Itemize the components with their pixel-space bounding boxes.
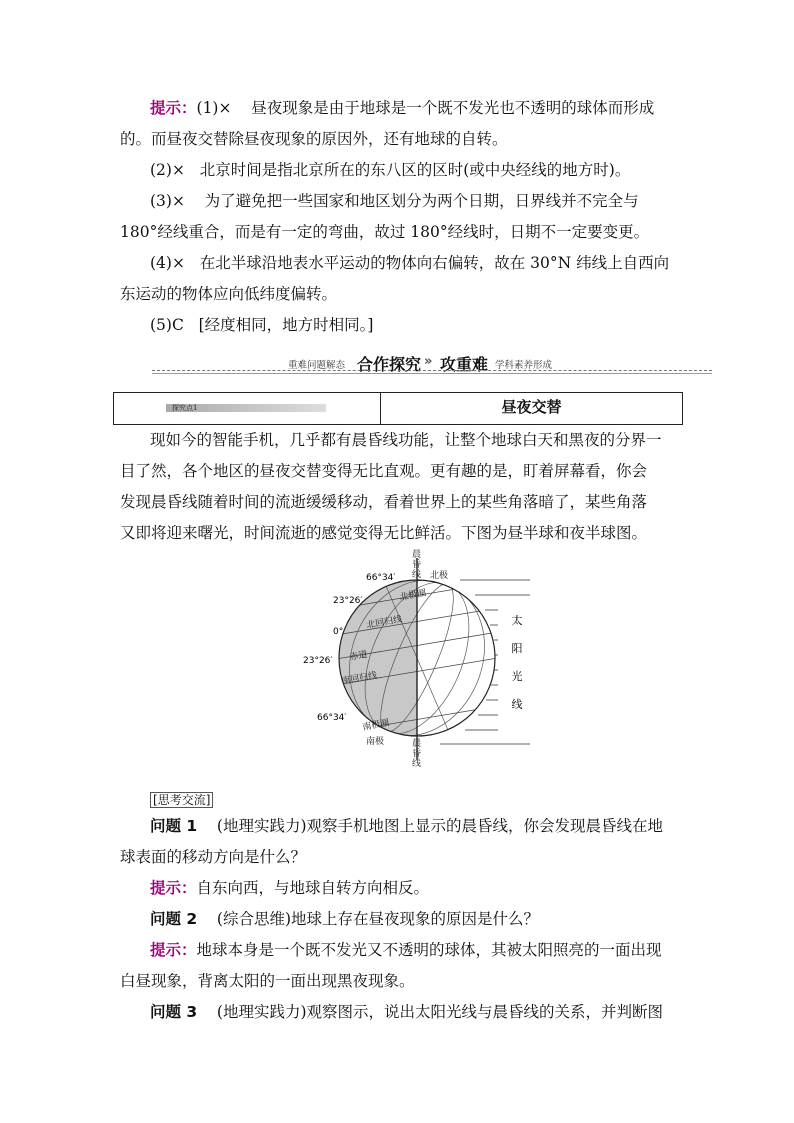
answer-2-label: 提示：	[150, 941, 197, 959]
banner-arrow-icon: »	[424, 354, 433, 369]
explore-tag-cell	[114, 393, 381, 424]
section-banner	[152, 352, 712, 372]
day-night-diagram	[300, 548, 550, 780]
sunlight-char-2: 阳	[511, 642, 523, 655]
explore-tag: 探究点1	[166, 404, 326, 412]
question-3-label: 问题 3	[150, 1003, 198, 1021]
label-lat-6634s: 66°34′	[317, 713, 347, 723]
question-1-text: (地理实践力)观察手机地图上显示的晨昏线，你会发现晨昏线在地	[216, 817, 664, 835]
label-tropic-n: 北回归线	[365, 614, 403, 631]
hint-label: 提示：	[150, 99, 197, 117]
label-arctic: 北极圈	[398, 588, 428, 603]
label-antarctic: 南极圈	[361, 718, 391, 733]
question-1-line-b: 球表面的移动方向是什么？	[120, 848, 307, 866]
hint-2-number: (2)×	[150, 161, 185, 179]
intro-line-4: 又即将迎来曙光，时间流逝的感觉变得无比鲜活。下图为昼半球和夜半球图。	[120, 524, 648, 542]
banner-rule-2	[152, 373, 712, 374]
banner-title-2: 攻重难	[440, 355, 489, 374]
hint-1-line-a	[150, 98, 654, 118]
hint-2-line	[150, 160, 630, 180]
intro-line-1: 现如今的智能手机，几乎都有晨昏线功能，让整个地球白天和黑夜的分界一	[150, 431, 662, 449]
sunlight-char-3: 光	[511, 670, 523, 683]
question-1-line-a	[150, 816, 663, 836]
answer-1-line	[150, 878, 429, 898]
hint-1-line-b: 的。而昼夜交替除昼夜现象的原因外，还有地球的自转。	[120, 130, 508, 148]
hint-5-number: (5)C	[150, 316, 184, 334]
label-terminator-bottom: 晨昏线	[412, 739, 422, 769]
question-2-line	[150, 909, 539, 929]
label-lat-2326s: 23°26′	[303, 656, 333, 666]
label-terminator-top: 晨昏线	[412, 550, 422, 580]
think-box-label: 思考交流	[157, 793, 206, 807]
hint-1-text: 昼夜现象是由于地球是一个既不发光也不透明的球体而形成	[251, 99, 655, 117]
label-equator: 赤道	[348, 649, 369, 663]
label-north-pole: 北极	[430, 571, 449, 581]
hint-1-number: (1)×	[196, 99, 232, 117]
answer-2-text: 地球本身是一个既不发光又不透明的球体，其被太阳照亮的一面出现	[196, 941, 662, 959]
banner-rule	[152, 370, 712, 371]
hint-4-number: (4)×	[150, 254, 185, 272]
question-2-text: (综合思维)地球上存在昼夜现象的原因是什么？	[216, 910, 540, 928]
explore-point-table	[113, 392, 683, 425]
hint-3-line-a	[150, 191, 639, 211]
intro-line-3: 发现晨昏线随着时间的流逝缓缓移动，看着世界上的某些角落暗了，某些角落	[120, 493, 648, 511]
answer-1-label: 提示：	[150, 879, 197, 897]
answer-2-line-a	[150, 940, 662, 960]
sunlight-char-1: 太	[511, 614, 523, 627]
hint-4-line-b: 东运动的物体应向低纬度偏转。	[120, 285, 338, 303]
hint-5-text: [经度相同，地方时相同。]	[198, 316, 374, 334]
label-lat-6634n: 66°34′	[366, 573, 396, 583]
banner-right-text: 学科素养形成	[495, 360, 553, 371]
banner-title: 合作探究	[357, 355, 422, 374]
label-tropic-s: 南回归线	[340, 670, 378, 687]
sunlight-char-4: 线	[511, 698, 523, 711]
hint-3-line-b: 180°经线重合，而是有一定的弯曲，故过 180°经线时，日期不一定要变更。	[120, 223, 650, 241]
hint-4-text: 在北半球沿地表水平运动的物体向右偏转，故在 30°N 纬线上自西向	[199, 254, 670, 272]
hint-3-text: 为了避免把一些国家和地区划分为两个日期，日界线并不完全与	[204, 192, 639, 210]
think-discuss-box: [思考交流]	[150, 792, 213, 808]
label-lat-2326n: 23°26′	[333, 596, 363, 606]
banner-left-text: 重难问题解态	[288, 360, 346, 371]
label-south-pole: 南极	[366, 737, 385, 747]
explore-title: 昼夜交替	[501, 398, 562, 416]
answer-1-text: 自东向西，与地球自转方向相反。	[196, 879, 430, 897]
question-3-text: (地理实践力)观察图示，说出太阳光线与晨昏线的关系，并判断图	[216, 1003, 664, 1021]
answer-2-line-b: 白昼现象，背离太阳的一面出现黑夜现象。	[120, 972, 415, 990]
question-2-label: 问题 2	[150, 910, 198, 928]
hint-4-line-a	[150, 253, 669, 273]
question-1-label: 问题 1	[150, 817, 198, 835]
question-3-line	[150, 1002, 663, 1022]
label-lat-0: 0°	[333, 627, 344, 637]
hint-3-number: (3)×	[150, 192, 185, 210]
hint-2-text: 北京时间是指北京所在的东八区的区时(或中央经线的地方时)。	[199, 161, 631, 179]
hint-5-line	[150, 315, 373, 335]
intro-line-2: 目了然，各个地区的昼夜交替变得无比直观。更有趣的是，盯着屏幕看，你会	[120, 462, 648, 480]
